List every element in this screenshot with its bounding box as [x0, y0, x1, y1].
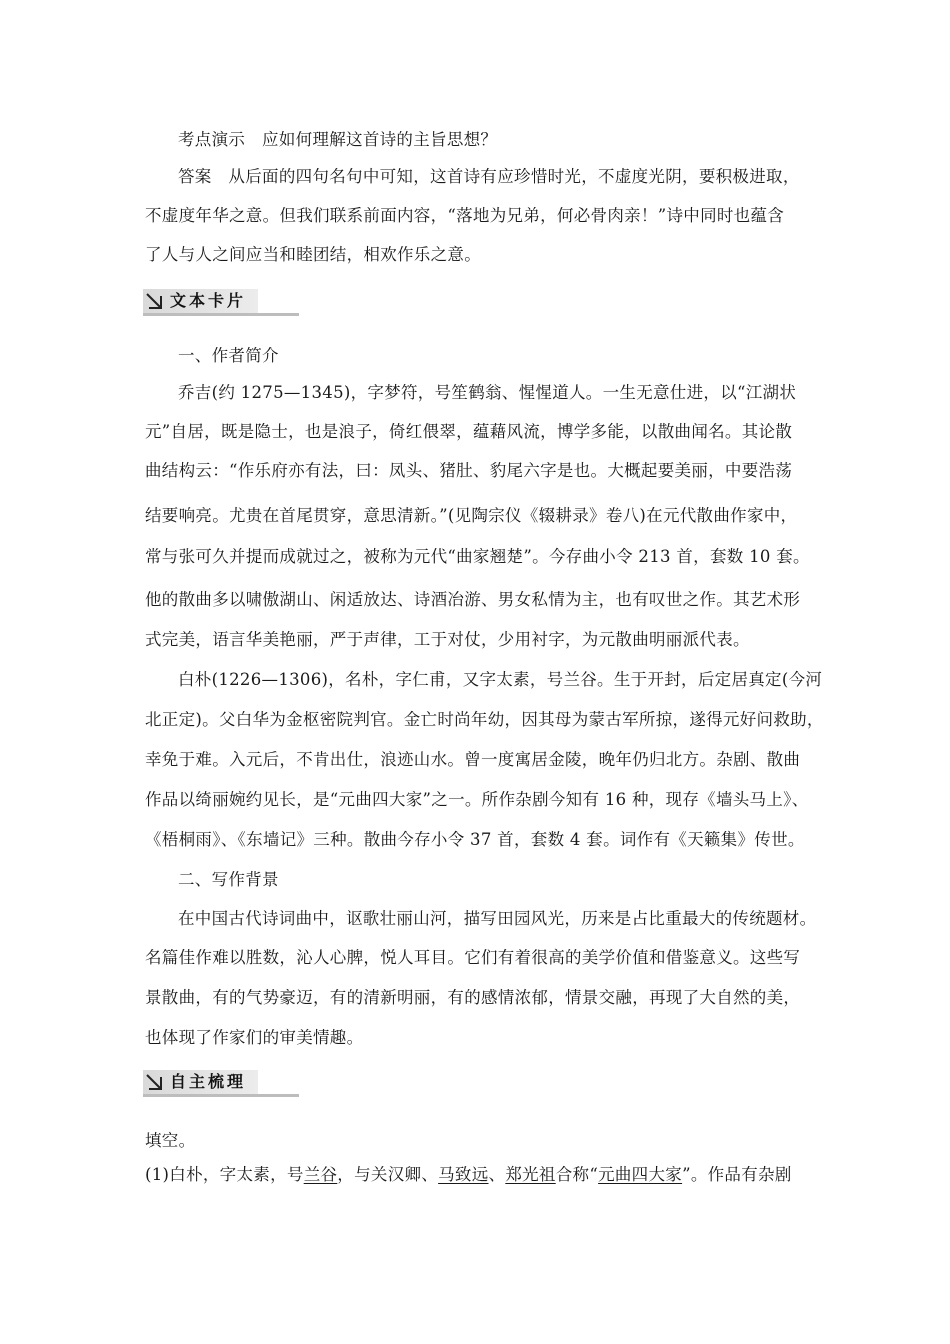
fill-blank-item-1 — [145, 1163, 810, 1187]
answer-blank-4: 元曲四大家 — [598, 1165, 683, 1184]
answer-line-3: 了人与人之间应当和睦团结，相欢作乐之意。 — [145, 245, 481, 264]
answer-label: 答案 — [178, 167, 212, 186]
question-label: 考点演示 — [178, 130, 246, 149]
answer-line-2: 不虚度年华之意。但我们联系前面内容，“落地为兄弟，何必骨肉亲！”诗中同时也蕴含 — [145, 206, 785, 225]
para3-line-1: 在中国古代诗词曲中，讴歌壮丽山河，描写田园风光，历来是占比重最大的传统题材。 — [178, 909, 817, 928]
para1-line-4: 结要响亮。尤贵在首尾贯穿，意思清新。”(见陶宗仪《辍耕录》卷八)在元代散曲作家中， — [145, 506, 798, 525]
para2-line-1: 白朴(1226—1306)，名朴，字仁甫，又字太素，号兰谷。生于开封，后定居真定(今河 — [178, 670, 823, 689]
subheading-author: 一、作者简介 — [178, 346, 279, 365]
item1-text-4: 合称“ — [555, 1165, 599, 1184]
para1-line-6: 他的散曲多以啸傲湖山、闲适放达、诗酒冶游、男女私情为主，也有叹世之作。其艺术形 — [145, 590, 801, 609]
para1-line-5: 常与张可久并提而成就过之，被称为元代“曲家翘楚”。今存曲小令 213 首，套数 10 套。 — [145, 547, 810, 566]
item1-text-2: ，与关汉卿、 — [337, 1165, 439, 1184]
corner-arrow-icon — [145, 1073, 163, 1091]
section-title: 自主梳理 — [170, 1072, 247, 1091]
item1-text-5: ”。作品有杂剧 — [682, 1165, 792, 1184]
answer-blank-3: 郑光祖 — [505, 1165, 556, 1184]
para2-line-3: 幸免于难。入元后，不肯出仕，浪迹山水。曾一度寓居金陵，晚年仍归北方。杂剧、散曲 — [145, 750, 801, 769]
para1-line-7: 式完美，语言华美艳丽，严于声律，工于对仗，少用衬字，为元散曲明丽派代表。 — [145, 630, 750, 649]
item1-text-1: (1)白朴，字太素，号 — [145, 1165, 304, 1184]
para3-line-3: 景散曲，有的气势豪迈，有的清新明丽，有的感情浓郁，情景交融，再现了大自然的美， — [145, 988, 801, 1007]
answer-blank-2: 马致远 — [438, 1165, 489, 1184]
corner-arrow-icon — [145, 292, 163, 310]
fill-blank-prompt: 填空。 — [145, 1131, 196, 1150]
answer-text-1: 从后面的四句名句中可知，这首诗有应珍惜时光，不虚度光阴，要积极进取， — [228, 167, 800, 186]
para1-line-3: 曲结构云：“作乐府亦有法，曰：凤头、猪肚、豹尾六字是也。大概起要美丽，中要浩荡 — [145, 461, 793, 480]
section-heading-text-card — [143, 289, 299, 315]
subheading-background: 二、写作背景 — [178, 870, 279, 889]
para3-line-4: 也体现了作家们的审美情趣。 — [145, 1028, 364, 1047]
answer-line-1 — [178, 165, 810, 189]
answer-blank-1: 兰谷 — [303, 1165, 338, 1184]
section-heading-self-study — [143, 1070, 299, 1096]
para2-line-2: 北正定)。父白华为金枢密院判官。金亡时尚年幼，因其母为蒙古军所掠，遂得元好问救助， — [145, 710, 824, 729]
para2-line-5: 《梧桐雨》、《东墙记》三种。散曲今存小令 37 首，套数 4 套。词作有《天籁集》传世。 — [145, 830, 805, 849]
item1-text-3: 、 — [488, 1165, 506, 1184]
heading-rule — [143, 313, 299, 316]
heading-rule — [143, 1094, 299, 1097]
para3-line-2: 名篇佳作难以胜数，沁人心脾，悦人耳目。它们有着很高的美学价值和借鉴意义。这些写 — [145, 948, 801, 967]
para2-line-4: 作品以绮丽婉约见长，是“元曲四大家”之一。所作杂剧今知有 16 种，现存《墙头马上》、 — [145, 790, 809, 809]
section-title: 文本卡片 — [170, 291, 247, 310]
question-line — [178, 128, 810, 152]
para1-line-1: 乔吉(约 1275—1345)，字梦符，号笙鹤翁、惺惺道人。一生无意仕进，以“江湖状 — [178, 383, 797, 402]
question-text: 应如何理解这首诗的主旨思想？ — [262, 130, 498, 149]
para1-line-2: 元”自居，既是隐士，也是浪子，倚红偎翠，蕴藉风流，博学多能，以散曲闻名。其论散 — [145, 422, 793, 441]
